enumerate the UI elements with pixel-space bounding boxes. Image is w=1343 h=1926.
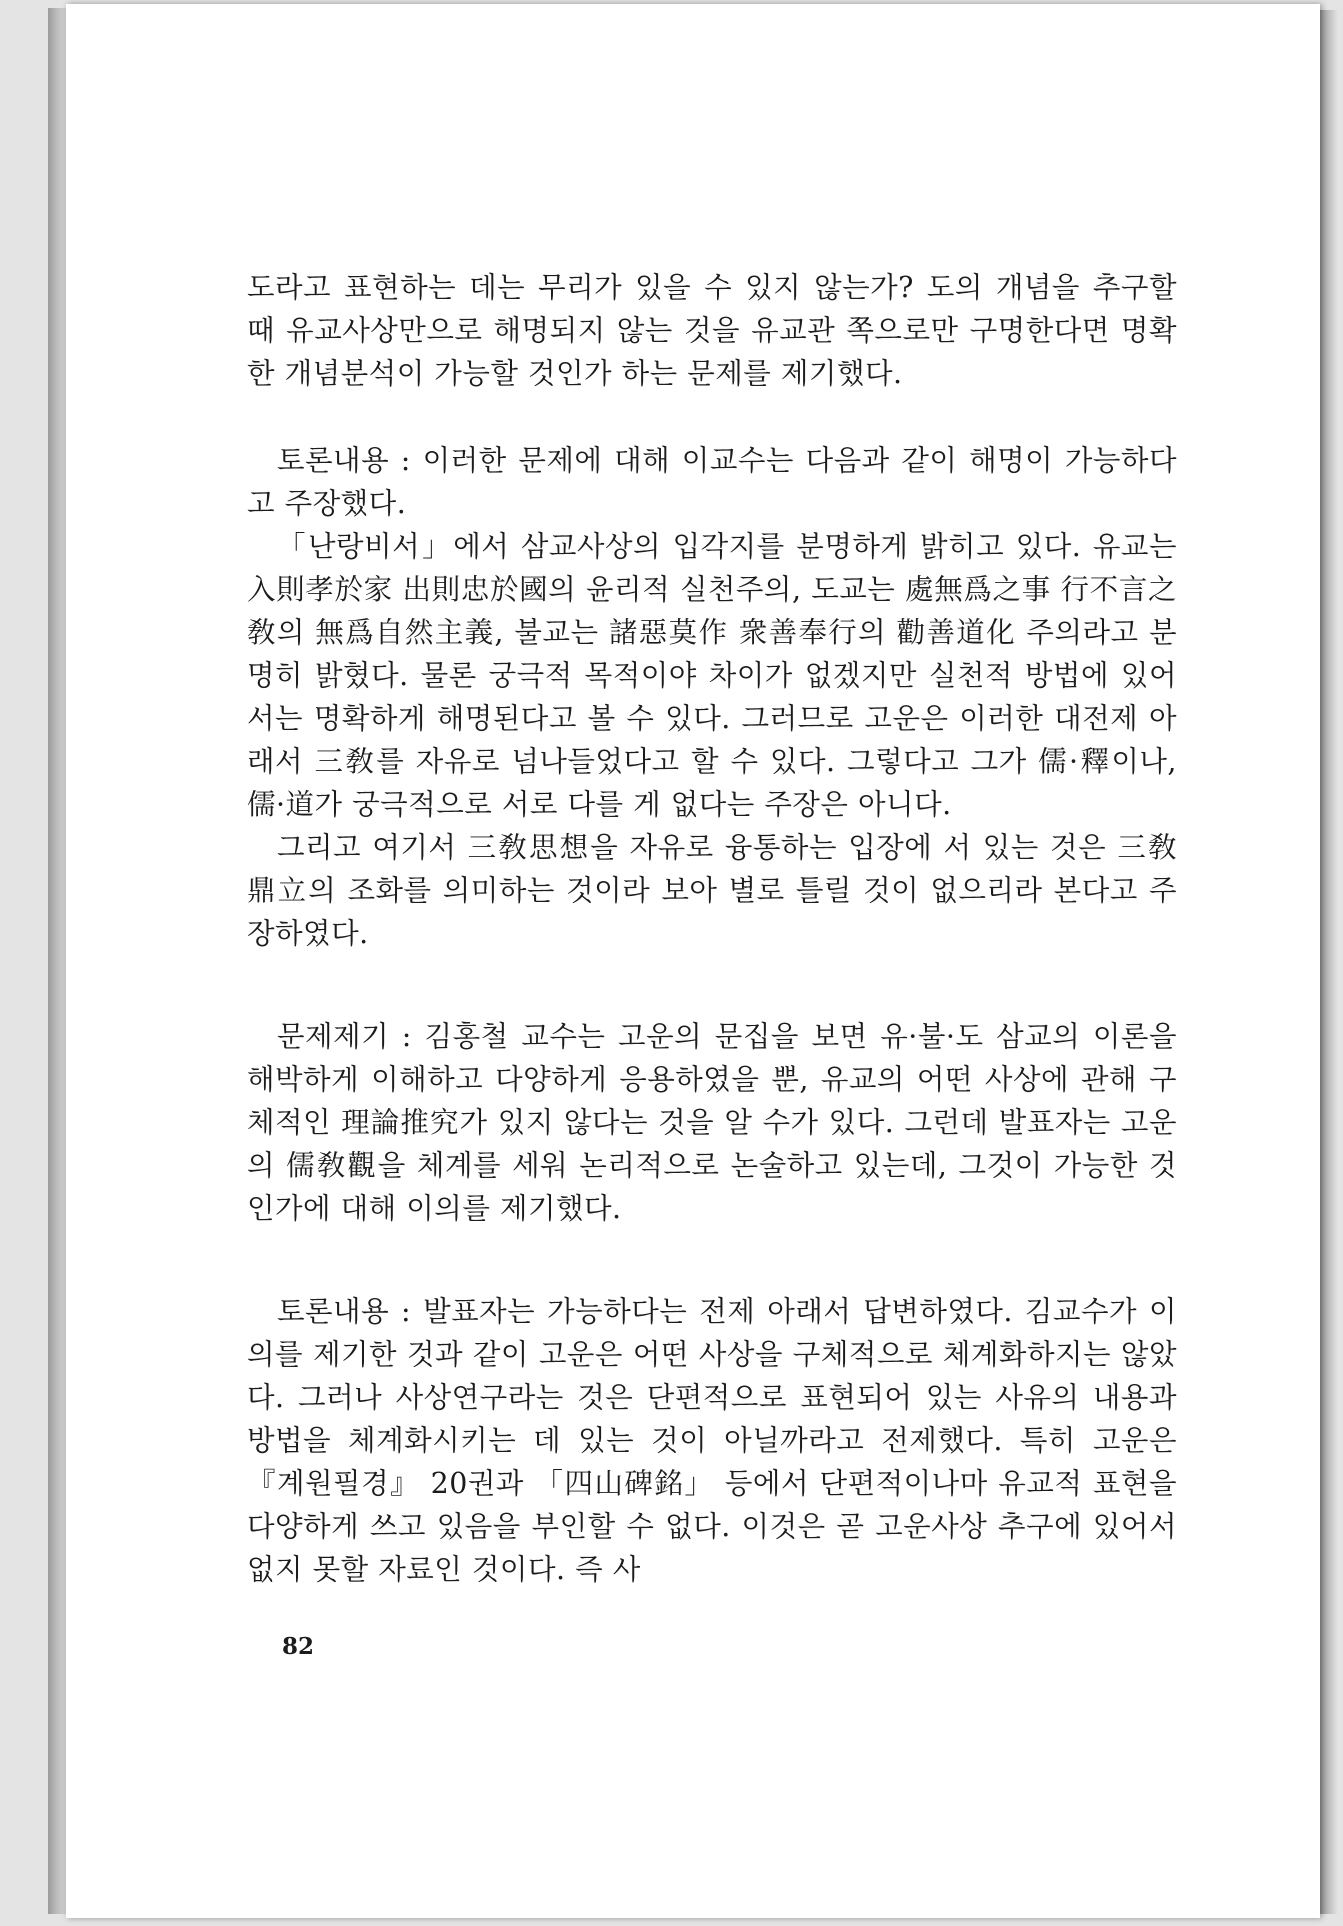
paragraph-label: 토론내용 : — [277, 444, 423, 477]
page-body-text — [247, 266, 1177, 1591]
paragraph-issue-raised — [247, 1015, 1177, 1230]
paragraph-text: 발표자는 가능하다는 전제 아래서 답변하였다. 김교수가 이의를 제기한 것과 같이 고운은 어떤 사상을 구체적으로 체계화하지는 않았다. 그러나 사상연구라는 것은 단편적으로 표현되어 있는 사유의 내용과 방법을 체계화시키는 데 있는 것이 아닐까라고 전제했다. 특히 고운은 『계원필경』 20권과 「四山碑銘」 등에서 단편적이나마 유교적 표현을 다양하게 쓰고 있음을 부인할 수 없다. 이것은 곧 고운사상 추구에 있어서 없지 못할 자료인 것이다. 즉 사 — [247, 1295, 1177, 1586]
paragraph-discussion-2 — [247, 1290, 1177, 1591]
paragraph-text: 이러한 문제에 대해 이교수는 다음과 같이 해명이 가능하다고 주장했다. — [247, 444, 1177, 520]
page-number: 82 — [282, 1633, 315, 1660]
paragraph-nangnang-preface — [247, 525, 1177, 826]
paragraph-discussion-1 — [247, 439, 1177, 525]
paragraph-text: 도라고 표현하는 데는 무리가 있을 수 있지 않는가? 도의 개념을 추구할 때 유교사상만으로 해명되지 않는 것을 유교관 쪽으로만 구명한다면 명확한 개념분석이 가능할 것인가 하는 문제를 제기했다. — [247, 271, 1177, 390]
paragraph-label: 문제제기 : — [277, 1020, 425, 1053]
paragraph-continuation — [247, 266, 1177, 395]
page-right-shadow — [1320, 10, 1338, 1914]
paragraph-text: 그리고 여기서 三敎思想을 자유로 융통하는 입장에 서 있는 것은 三敎鼎立의 조화를 의미하는 것이라 보아 별로 틀릴 것이 없으리라 본다고 주장하였다. — [247, 831, 1177, 950]
paragraph-text: 김홍철 교수는 고운의 문집을 보면 유·불·도 삼교의 이론을 해박하게 이해하고 다양하게 응용하였을 뿐, 유교의 어떤 사상에 관해 구체적인 理論推究가 있지 않다는 것을 알 수가 있다. 그런데 발표자는 고운의 儒敎觀을 체계를 세워 논리적으로 논술하고 있는데, 그것이 가능한 것인가에 대해 이의를 제기했다. — [247, 1020, 1177, 1225]
paragraph-text: 「난랑비서」에서 삼교사상의 입각지를 분명하게 밝히고 있다. 유교는 入則孝於家 出則忠於國의 윤리적 실천주의, 도교는 處無爲之事 行不言之敎의 無爲自然主義, 불교는 諸惡莫作 衆善奉行의 勸善道化 주의라고 분명히 밝혔다. 물론 궁극적 목적이야 차이가 없겠지만 실천적 방법에 있어서는 명확하게 해명된다고 볼 수 있다. 그러므로 고운은 이러한 대전제 아래서 三敎를 자유로 넘나들었다고 할 수 있다. 그렇다고 그가 儒·釋이나, 儒·道가 궁극적으로 서로 다를 게 없다는 주장은 아니다. — [247, 530, 1177, 821]
paragraph-three-teachings — [247, 826, 1177, 955]
paragraph-label: 토론내용 : — [277, 1295, 424, 1328]
